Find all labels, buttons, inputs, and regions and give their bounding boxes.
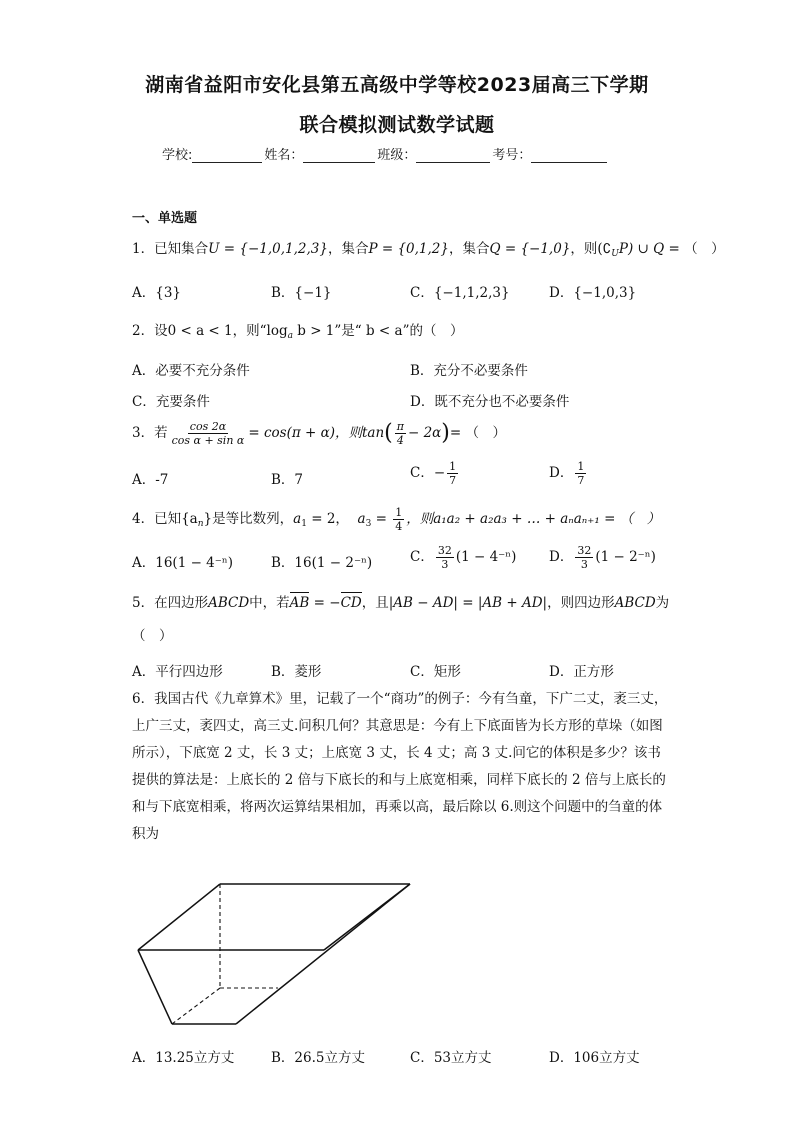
q6-option-d[interactable]: D．106立方丈 (549, 1050, 640, 1066)
stem-text: = (371, 511, 392, 527)
stem-text: 中，若 (249, 595, 290, 611)
stem-text: ，则四边形 (547, 595, 615, 611)
quad-name: ABCD (208, 595, 250, 611)
fraction-denominator: 7 (577, 474, 585, 487)
q6-option-a[interactable]: A．13.25立方丈 (132, 1050, 235, 1066)
fraction (395, 420, 406, 447)
set-u: U = {−1,0,1,2,3} (208, 241, 328, 257)
option-label: D． (549, 465, 574, 481)
exam-number-blank[interactable] (531, 148, 607, 163)
q4-option-d[interactable] (549, 544, 656, 571)
option-label: C． (410, 549, 434, 565)
stem-text: = cos(π + α)，则tan (248, 425, 385, 441)
hidden-bottom-left-edge (172, 988, 220, 1024)
question-3-stem (132, 420, 506, 447)
name-blank[interactable] (303, 148, 375, 163)
fraction-denominator: 4 (395, 520, 403, 533)
union-expr: P) ∪ Q (618, 241, 665, 257)
stem-text: = （ ） (664, 241, 725, 257)
q3-option-d[interactable] (549, 460, 588, 487)
fraction-numerator: 1 (577, 460, 585, 473)
subscript: 1 (301, 519, 307, 529)
set-q: Q = {−1,0} (489, 241, 571, 257)
q4-option-b[interactable]: B．16(1 − 2⁻ⁿ) (271, 555, 373, 571)
fraction-denominator: 4 (396, 434, 404, 447)
fraction-numerator: 1 (449, 460, 457, 473)
complement-sub: U (611, 249, 619, 259)
stem-text: = （ ） (449, 425, 506, 441)
stem-text: ，集合 (327, 241, 369, 257)
q4-option-a[interactable]: A．16(1 − 4⁻ⁿ) (132, 555, 233, 571)
q1-option-a[interactable]: A．{3} (132, 285, 182, 301)
set-p: P = {0,1,2} (368, 241, 449, 257)
fraction (575, 460, 586, 487)
fraction-denominator: 3 (441, 558, 449, 571)
question-number: 5． (132, 595, 155, 611)
q1-option-b[interactable]: B．{−1} (271, 285, 332, 301)
fraction (575, 544, 593, 571)
q5-option-c[interactable]: C．矩形 (410, 664, 461, 680)
q5-option-d[interactable]: D．正方形 (549, 664, 614, 680)
school-blank[interactable] (192, 148, 262, 163)
fraction-numerator: 32 (577, 544, 592, 557)
abs-sum: |AB + AD| (477, 595, 548, 611)
stem-text: 为 (655, 595, 670, 611)
fraction (447, 460, 458, 487)
fraction-denominator: 3 (580, 558, 588, 571)
frustum-figure (132, 878, 422, 1028)
question-number: 4． (132, 511, 155, 527)
fraction-denominator: cos α + sin α (171, 434, 245, 447)
option-label: C．− (410, 465, 446, 481)
subscript: n (197, 519, 204, 529)
name-label: 姓名： (264, 148, 304, 163)
stem-text: 我国古代《九章算术》里，记载了一个“商功”的例子：今有刍童，下广二丈，袤三丈，上广三丈，袤四丈，高三丈.问积几何？其意思是：今有上下底面皆为长方形的草垛（如图所示），下底宽 2 丈，长 3 丈；上底宽 3 丈，长 4 丈；高 3 丈.问它的体积是多少？该书提供的算法是：上底长的 2 倍与下底长的和与上底宽相乘，同样下底长的 2 倍与上底长的和与下底宽相乘，将两次运算结果相加，再乘以高，最后除以 6.则这个问题中的刍童的体积为 (132, 691, 668, 842)
fraction (393, 506, 404, 533)
stem-text: }是等比数列， (203, 511, 294, 527)
stem-text: 已知集合 (154, 241, 209, 257)
q6-option-c[interactable]: C．53立方丈 (410, 1050, 492, 1066)
top-left-edge (138, 884, 220, 950)
student-info-row (162, 144, 609, 163)
option-text: (1 − 2⁻ⁿ) (595, 549, 656, 565)
fraction-numerator: cos 2α (189, 420, 227, 433)
school-label: 学校: (162, 148, 193, 163)
q1-option-d[interactable]: D．{−1,0,3} (549, 285, 637, 301)
stem-text: 在四边形 (154, 595, 209, 611)
question-4-stem (132, 506, 660, 537)
exam-number-label: 考号： (492, 148, 532, 163)
q2-option-a[interactable]: A．必要不充分条件 (132, 363, 250, 379)
q6-option-b[interactable]: B．26.5立方丈 (271, 1050, 365, 1066)
question-number: 1． (132, 241, 155, 257)
stem-text: 设0 < a < 1，则“log (154, 323, 288, 339)
option-text: (1 − 4⁻ⁿ) (455, 549, 517, 565)
side-right-edge (236, 884, 410, 1024)
stem-text: b > 1”是“ b < a”的（ ） (292, 323, 464, 339)
fraction-numerator: 32 (437, 544, 452, 557)
exam-title-line1: 湖南省益阳市安化县第五高级中学等校2023届高三下学期 (145, 74, 649, 96)
left-paren: ( (384, 420, 393, 446)
class-blank[interactable] (416, 148, 490, 163)
q3-option-b[interactable]: B．7 (271, 472, 304, 488)
vector-ab: AB (289, 595, 310, 611)
fraction-numerator: π (396, 420, 404, 433)
q5-option-a[interactable]: A．平行四边形 (132, 664, 223, 680)
question-number: 6． (132, 691, 155, 707)
complement-expr: (∁ (597, 241, 612, 257)
stem-text: = − (309, 595, 341, 611)
q5-option-b[interactable]: B．菱形 (271, 664, 322, 680)
quad-name: ABCD (614, 595, 656, 611)
fraction (436, 544, 454, 571)
q2-option-b[interactable]: B．充分不必要条件 (410, 363, 528, 379)
question-number: 2． (132, 323, 155, 339)
log-base: a (287, 331, 293, 341)
abs-difference: |AB − AD| (388, 595, 458, 611)
section-title: 一、单选题 (132, 211, 198, 226)
class-label: 班级： (377, 148, 417, 163)
right-paren: ) (441, 420, 450, 446)
fraction (170, 420, 247, 447)
q1-option-c[interactable]: C．{−1,1,2,3} (410, 285, 510, 301)
question-5-stem-line2: （ ） (132, 628, 173, 644)
stem-text: 若 (154, 425, 168, 441)
stem-text: = 2， (306, 511, 349, 527)
stem-text: 已知{a (154, 511, 198, 527)
side-left-front-edge (138, 950, 172, 1024)
subscript: 3 (365, 519, 372, 529)
stem-text: ，集合 (448, 241, 490, 257)
q3-option-a[interactable]: A．-7 (132, 472, 169, 488)
question-2-stem (132, 322, 463, 345)
q2-option-c[interactable]: C．充要条件 (132, 394, 210, 410)
stem-text: ，则 (570, 241, 598, 257)
exam-title-line2: 联合模拟测试数学试题 (299, 114, 495, 136)
term-a1: a (293, 511, 302, 527)
vector-cd: CD (340, 595, 362, 611)
stem-text: ，且 (361, 595, 389, 611)
q3-option-c[interactable] (410, 460, 460, 487)
q2-option-d[interactable]: D．既不充分也不必要条件 (410, 394, 570, 410)
term-a3: a (357, 511, 366, 527)
question-6-stem (132, 686, 672, 848)
stem-text: ，则a₁a₂ + a₂a₃ + … + aₙaₙ₊₁ = （ ） (406, 511, 661, 527)
question-1-stem (132, 240, 725, 263)
q4-option-c[interactable] (410, 544, 516, 571)
stem-text: = (457, 595, 478, 611)
question-5-stem (132, 594, 669, 612)
fraction-numerator: 1 (395, 506, 403, 519)
stem-text: − 2α (407, 425, 442, 441)
fraction-denominator: 7 (449, 474, 457, 487)
question-number: 3． (132, 425, 155, 441)
option-label: D． (549, 549, 574, 565)
